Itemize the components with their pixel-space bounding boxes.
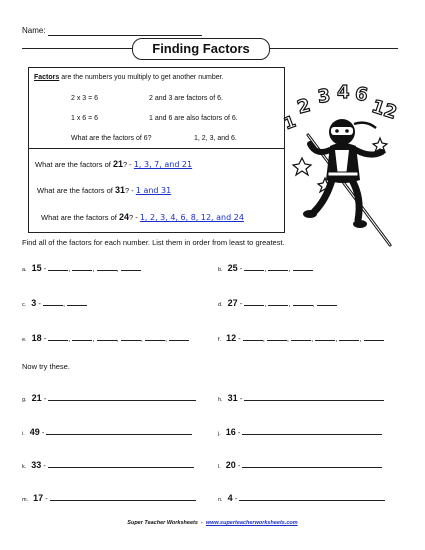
worked-example-1: What are the factors of 21? - 1, 3, 7, and 21 [35,159,193,169]
problem-a: a. 15 - , , , [22,263,141,273]
example-note-2: 1 and 6 are also factors of 6. [149,115,238,122]
answer-line[interactable] [239,494,385,501]
answer-blank[interactable] [121,264,141,271]
footer-url-link[interactable]: www.superteacherworksheets.com [205,520,298,526]
worked-answer-3: 1, 2, 3, 4, 6, 8, 12, and 24 [139,213,244,222]
problem-f: f. 12 - , , , , , [218,333,384,343]
answer-blank[interactable] [293,264,313,271]
problem-i: i. 49 - [22,427,192,437]
answer-blank[interactable] [293,299,313,306]
answer-blank[interactable] [243,334,263,341]
instructions: Find all of the factors for each number. List them in order from least to greatest. [22,238,285,247]
problem-h: h. 31 - [218,393,384,403]
definition-term: Factors [34,74,60,81]
problem-c: c. 3 - , [22,298,87,308]
name-blank-line[interactable] [48,35,202,36]
worked-answer-1: 1, 3, 7, and 21 [133,160,193,169]
definition-text: are the numbers you multiply to get another number. [59,74,224,81]
worked-example-2: What are the factors of 31? - 1 and 31 [37,185,172,195]
answer-blank[interactable] [244,299,264,306]
answer-line[interactable] [242,428,382,435]
ninja-illustration [280,80,405,255]
footer-separator: - [197,520,206,526]
answer-blank[interactable] [267,334,287,341]
answer-blank[interactable] [97,264,117,271]
problem-d: d. 27 - , , , [218,298,337,308]
worked-answer-2: 1 and 31 [135,186,172,195]
footer-brand: Super Teacher Worksheets [127,520,198,526]
problem-g: g. 21 - [22,393,196,403]
answer-line[interactable] [48,461,194,468]
answer-line[interactable] [46,428,192,435]
ninja-number-1: 1 [281,111,299,134]
now-try-heading: Now try these. [22,362,70,371]
answer-blank[interactable] [48,264,68,271]
answer-blank[interactable] [72,334,92,341]
answer-blank[interactable] [67,299,87,306]
answer-blank[interactable] [145,334,165,341]
ninja-number-3: 3 [316,85,332,108]
answer-blank[interactable] [72,264,92,271]
example-note-1: 2 and 3 are factors of 6. [149,95,223,102]
worked-example-3: What are the factors of 24? - 1, 2, 3, 4, 6, 8, 12, and 24 [41,212,244,222]
definition-line [34,74,224,81]
ninja-number-4: 4 [337,82,350,103]
name-label: Name: [22,26,46,35]
answer-blank[interactable] [48,334,68,341]
answer-line[interactable] [50,494,196,501]
example-question-answer: 1, 2, 3, and 6. [194,135,237,142]
problem-n: n. 4 - [218,493,385,503]
problem-j: j. 16 - [218,427,382,437]
definition-box [28,67,285,151]
answer-blank[interactable] [97,334,117,341]
problem-k: k. 33 - [22,460,194,470]
ninja-number-12: 12 [368,96,400,124]
problem-m: m. 17 - [22,493,196,503]
answer-line[interactable] [48,394,196,401]
answer-blank[interactable] [244,264,264,271]
answer-blank[interactable] [364,334,384,341]
answer-blank[interactable] [317,299,337,306]
answer-line[interactable] [244,394,384,401]
answer-blank[interactable] [169,334,189,341]
ninja-figure [303,119,382,228]
example-question: What are the factors of 6? [71,135,152,142]
answer-blank[interactable] [268,264,288,271]
answer-blank[interactable] [43,299,63,306]
problem-e: e. 18 - , , , , , [22,333,189,343]
answer-blank[interactable] [291,334,311,341]
worked-examples-box [28,148,285,233]
example-equation-2: 1 x 6 = 6 [71,115,99,122]
page-title: Finding Factors [132,38,270,60]
throwing-star-icon [293,158,311,175]
problem-b: b. 25 - , , [218,263,313,273]
answer-line[interactable] [242,461,382,468]
ninja-number-2: 2 [295,94,313,119]
answer-blank[interactable] [121,334,141,341]
answer-blank[interactable] [268,299,288,306]
example-equation-1: 2 x 3 = 6 [71,95,99,102]
answer-blank[interactable] [315,334,335,341]
footer [0,520,425,526]
ninja-number-6: 6 [353,83,370,107]
problem-l: l. 20 - [218,460,382,470]
answer-blank[interactable] [339,334,359,341]
